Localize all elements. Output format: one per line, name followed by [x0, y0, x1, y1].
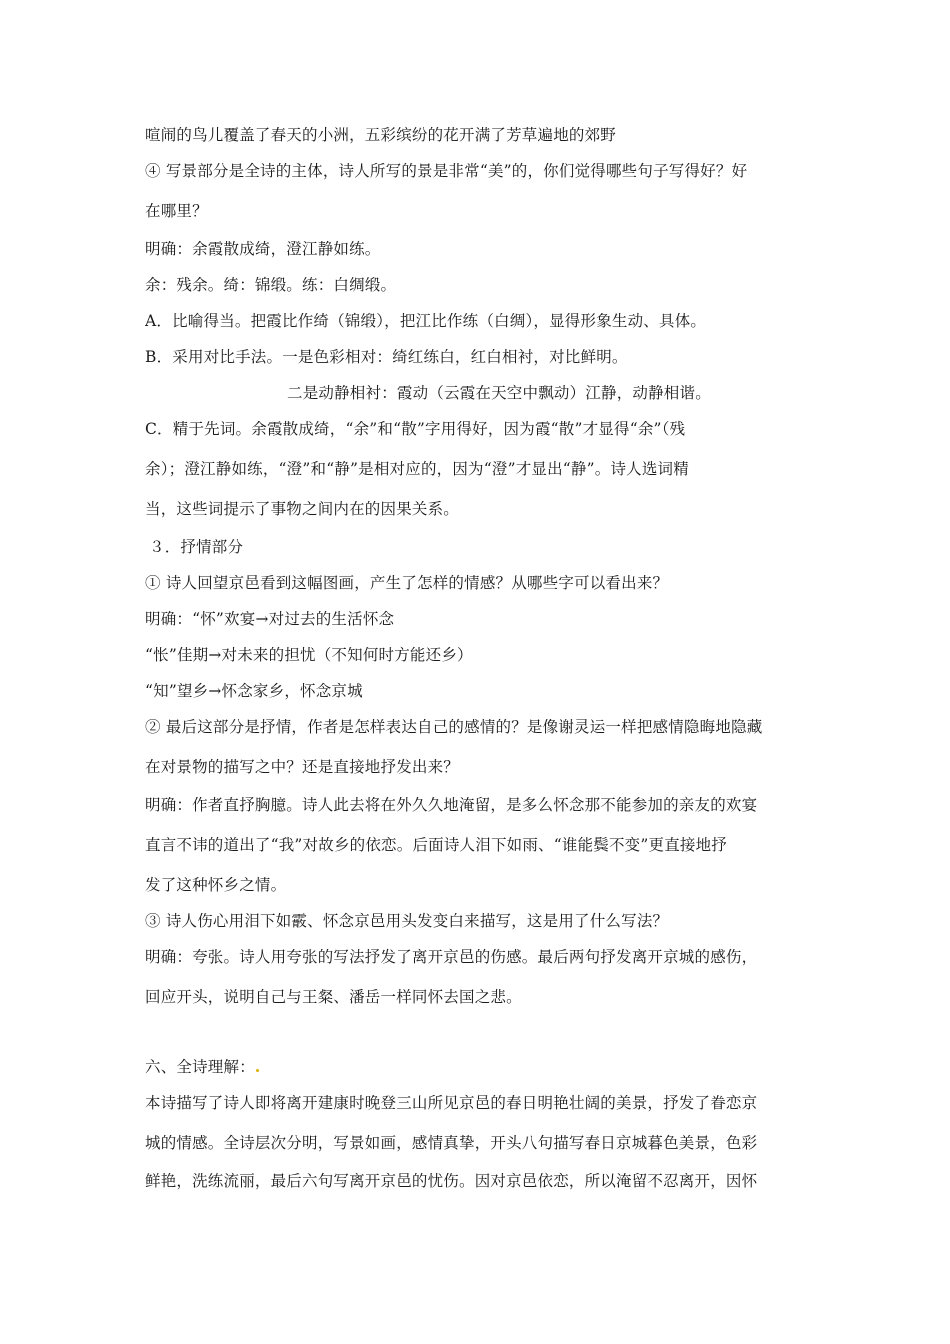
text-line: 鲜艳，洗练流丽，最后六句写离开京邑的忧伤。因对京邑依恋，所以淹留不忍离开，因怀: [145, 1172, 758, 1190]
text-line: 当，这些词提示了事物之间内在的因果关系。: [145, 500, 460, 518]
highlight-mark: [256, 1069, 259, 1072]
section-heading: ３．抒情部分: [149, 538, 244, 556]
text-line: 回应开头，说明自己与王粲、潘岳一样同怀去国之悲。: [145, 988, 522, 1006]
text-line: 明确：“怀”欢宴→对过去的生活怀念: [145, 610, 395, 628]
text-line: 本诗描写了诗人即将离开建康时晚登三山所见京邑的春日明艳壮阔的美景，抒发了眷恋京: [145, 1094, 758, 1112]
text-line: 余：残余。绮：锦缎。练：白绸缎。: [145, 276, 397, 294]
text-line: 喧闹的鸟儿覆盖了春天的小洲，五彩缤纷的花开满了芳草遍地的郊野: [145, 126, 617, 144]
text-line: 明确：余霞散成绮，澄江静如练。: [145, 240, 381, 258]
text-line: “怅”佳期→对未来的担忧（不知何时方能还乡）: [145, 646, 473, 664]
text-line: ② 最后这部分是抒情，作者是怎样表达自己的感情的？是像谢灵运一样把感情隐晦地隐藏: [145, 718, 763, 736]
text-line: ④ 写景部分是全诗的主体，诗人所写的景是非常“美”的，你们觉得哪些句子写得好？好: [145, 162, 748, 180]
text-line: B．采用对比手法。一是色彩相对：绮红练白，红白相衬，对比鲜明。: [145, 348, 628, 366]
text-line: ① 诗人回望京邑看到这幅图画，产生了怎样的情感？从哪些字可以看出来？: [145, 574, 669, 592]
text-line: C．精于先词。余霞散成绮，“余”和“散”字用得好，因为霞“散”才显得“余”（残: [145, 420, 686, 438]
text-line: A．比喻得当。把霞比作绮（锦缎），把江比作练（白绸），显得形象生动、具体。: [145, 312, 707, 330]
text-line: 明确：作者直抒胸臆。诗人此去将在外久久地淹留，是多么怀念那不能参加的亲友的欢宴: [145, 796, 758, 814]
text-line: 在哪里？: [145, 202, 208, 220]
text-line: 发了这种怀乡之情。: [145, 876, 287, 894]
text-line: ③ 诗人伤心用泪下如霰、怀念京邑用头发变白来描写，这是用了什么写法？: [145, 912, 669, 930]
text-line: 明确：夸张。诗人用夸张的写法抒发了离开京邑的伤感。最后两句抒发离开京城的感伤，: [145, 948, 758, 966]
text-line: 余）；澄江静如练，“澄”和“静”是相对应的，因为“澄”才显出“静”。诗人选词精: [145, 460, 689, 478]
text-line: 城的情感。全诗层次分明，写景如画，感情真挚，开头八句描写春日京城暮色美景，色彩: [145, 1134, 758, 1152]
text-line: 二是动静相衬：霞动（云霞在天空中飘动）江静，动静相谐。: [287, 384, 711, 402]
text-line: 直言不讳的道出了“我”对故乡的依恋。后面诗人泪下如雨、“谁能鬓不变”更直接地抒: [145, 836, 727, 854]
text-line: 在对景物的描写之中？还是直接地抒发出来？: [145, 758, 460, 776]
text-line: “知”望乡→怀念家乡，怀念京城: [145, 682, 363, 700]
section-heading: 六、全诗理解：: [145, 1056, 810, 1078]
